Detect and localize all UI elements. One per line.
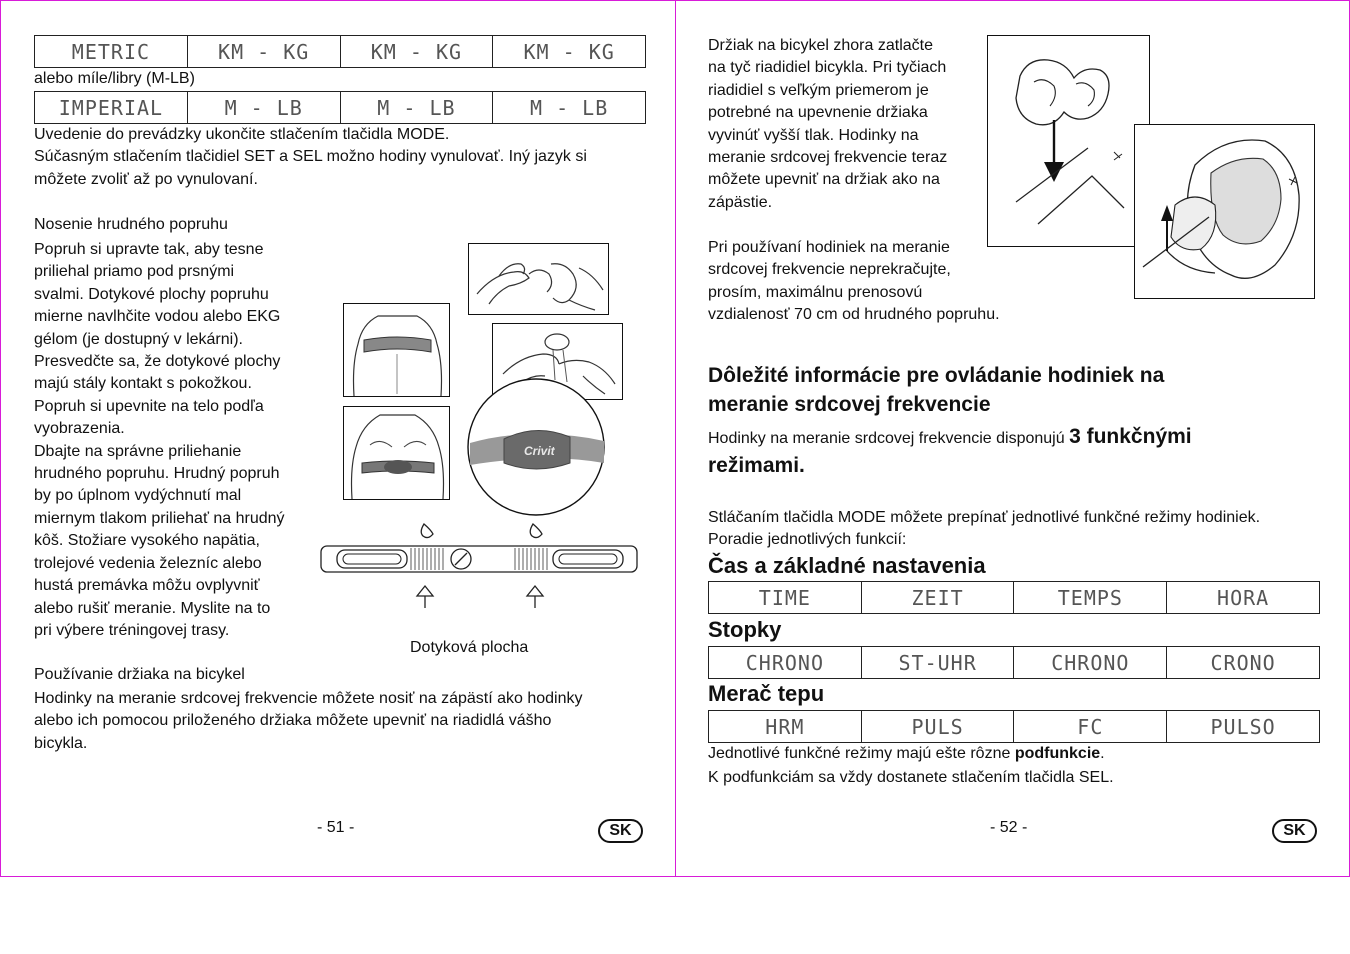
text-line: kôš. Stožiare vysokého napätia,: [34, 532, 260, 550]
lcd-cell: TIME: [709, 582, 862, 614]
holder-heading: Používanie držiaka na bicykel: [34, 666, 245, 683]
strap-paragraph: [34, 239, 285, 642]
lcd-cell: M - LB: [187, 92, 340, 124]
chest-strap-illustration: [319, 516, 641, 616]
torso-back-illustration: [343, 303, 450, 397]
page-number: - 51 -: [317, 819, 355, 836]
lcd-cell: ZEIT: [861, 582, 1014, 614]
finish-paragraph: [34, 124, 587, 191]
text-line: svalmi. Dotykové plochy popruhu: [34, 285, 269, 303]
text-line: gélom (je dostupný v lekárni).: [34, 330, 243, 348]
subfunctions-bold: podfunkcie: [1014, 745, 1101, 762]
heading-line: Dôležité informácie pre ovládanie hodiniek na: [708, 364, 1165, 387]
mode-switch-paragraph: [708, 507, 1260, 552]
lcd-cell: CHRONO: [709, 647, 862, 679]
subfunctions-prefix: Jednotlivé funkčné režimy majú ešte rôzne: [708, 745, 1011, 762]
text-line: vyvinúť vyšší tlak. Hodinky na: [708, 126, 919, 144]
modes-intro: [708, 425, 1192, 450]
time-modes-table: [708, 581, 1320, 614]
lcd-cell: M - LB: [340, 92, 493, 124]
holder-icon: [988, 36, 1151, 248]
lcd-cell: HRM: [709, 711, 862, 743]
text-line: Popruh si upevnite na telo podľa: [34, 397, 264, 415]
text-line: bicykla.: [34, 734, 88, 752]
text-line: by po úplnom vydýchnutí mal: [34, 487, 242, 505]
lcd-cell: ST-UHR: [861, 647, 1014, 679]
hrm-heading: Merač tepu: [708, 681, 825, 706]
text-line: Presvedčte sa, že dotykové plochy: [34, 353, 281, 371]
language-badge: SK: [598, 819, 643, 843]
important-heading: [708, 361, 1164, 419]
drop-icon: [421, 524, 433, 538]
lcd-cell: KM - KG: [187, 36, 340, 68]
arrow-up-icon: [527, 586, 543, 608]
text-line: vyobrazenia.: [34, 420, 125, 438]
text-line: Uvedenie do prevádzky ukončite stlačením tlačidla MODE.: [34, 126, 450, 143]
lcd-cell: PULSO: [1167, 711, 1320, 743]
text-line: srdcovej frekvencie neprekračujte,: [708, 261, 951, 279]
text-line: môžete upevniť na držiak ako na: [708, 171, 940, 189]
right-page: [675, 0, 1350, 877]
distance-paragraph: [708, 237, 1000, 327]
brand-logo: Crivit: [524, 444, 555, 458]
stopwatch-heading: Stopky: [708, 617, 782, 642]
lcd-cell: FC: [1014, 711, 1167, 743]
text-line: potrebné na upevnenie držiaka: [708, 104, 928, 122]
text-line: Súčasným stlačením tlačidiel SET a SEL možno hodiny vynulovať. Iný jazyk si: [34, 148, 587, 166]
text-line: mierne navlhčite vodou alebo EKG: [34, 308, 281, 326]
text-line: hrudného popruhu. Hrudný popruh: [34, 465, 280, 483]
arrow-up-icon: [1161, 205, 1173, 221]
torso-icon: [344, 304, 451, 398]
watch-icon: [1135, 125, 1316, 300]
lcd-cell: HORA: [1167, 582, 1320, 614]
left-page: [0, 0, 676, 877]
bike-holder-illustration: [987, 35, 1150, 247]
text-line: môžete zvoliť až po vynulovaní.: [34, 170, 258, 188]
text-line: alebo ich pomocou priloženého držiaka môžete upevniť na riadidlá vášho: [34, 712, 552, 730]
text-line: na tyč riadidiel bicykla. Pri tyčiach: [708, 59, 947, 77]
text-line: vzdialenosť 70 cm od hrudného popruhu.: [708, 306, 1000, 324]
heading-line: meranie srdcovej frekvencie: [708, 393, 991, 416]
mount-paragraph: [708, 35, 947, 214]
hands-icon: [469, 244, 610, 316]
text-line: Popruh si upravte tak, aby tesne: [34, 241, 264, 258]
hands-moistening-illustration: [468, 243, 609, 315]
hrm-modes-table: [708, 710, 1320, 743]
text-line: pri výbere tréningovej trasy.: [34, 621, 230, 639]
sel-line: K podfunkciám sa vždy dostanete stlačením tlačidla SEL.: [708, 769, 1114, 786]
page-number: - 52 -: [990, 819, 1028, 836]
lcd-cell: PULS: [861, 711, 1014, 743]
text-line: zápästie.: [708, 193, 773, 211]
text-line: hustá premávka môžu ovplyvniť: [34, 577, 260, 595]
strap-heading: Nosenie hrudného popruhu: [34, 216, 228, 233]
text-line: priliehal priamo pod prsnými: [34, 263, 235, 281]
lcd-cell: KM - KG: [493, 36, 646, 68]
strap-closeup-illustration: [466, 383, 608, 513]
text-line: Stláčaním tlačidla MODE môžete prepínať jednotlivé funkčné režimy hodiniek.: [708, 509, 1261, 526]
lcd-cell: IMPERIAL: [35, 92, 188, 124]
imperial-units-table: [34, 91, 646, 124]
subfunctions-suffix: .: [1100, 745, 1105, 762]
modes-count: 3 funkčnými: [1069, 425, 1192, 448]
text-line: riadidiel s veľkým priemerom je: [708, 81, 929, 99]
lcd-cell: M - LB: [493, 92, 646, 124]
text-line: majú stály kontakt s pokožkou.: [34, 375, 252, 393]
lcd-cell: CHRONO: [1014, 647, 1167, 679]
subfunctions-line: [708, 743, 1105, 765]
text-line: Pri používaní hodiniek na meranie: [708, 239, 950, 256]
text-line: miernym tlakom priliehať na hrudný: [34, 509, 285, 527]
lcd-cell: CRONO: [1167, 647, 1320, 679]
arrow-up-icon: [417, 586, 433, 608]
modes-intro-text: Hodinky na meranie srdcovej frekvencie disponujú: [708, 430, 1065, 447]
text-line: Držiak na bicykel zhora zatlačte: [708, 37, 933, 54]
text-line: prosím, maximálnu prenosovú: [708, 283, 923, 301]
time-heading: Čas a základné nastavenia: [708, 553, 986, 578]
drop-icon: [530, 524, 542, 538]
watch-on-holder-illustration: [1134, 124, 1315, 299]
contact-area-caption: Dotyková plocha: [410, 639, 529, 656]
miles-note: alebo míle/libry (M-LB): [34, 70, 195, 87]
stopwatch-modes-table: [708, 646, 1320, 679]
lcd-cell: TEMPS: [1014, 582, 1167, 614]
torso-front-illustration: [343, 406, 450, 500]
torso-icon: [344, 407, 451, 501]
text-line: Poradie jednotlivých funkcií:: [708, 531, 907, 549]
lcd-cell: METRIC: [35, 36, 188, 68]
lcd-cell: KM - KG: [340, 36, 493, 68]
text-line: Hodinky na meranie srdcovej frekvencie môžete nosiť na zápästí ako hodinky: [34, 690, 583, 707]
language-badge: SK: [1272, 819, 1317, 843]
text-line: trolejové vedenia železníc alebo: [34, 554, 262, 572]
text-line: meranie srdcovej frekvencie teraz: [708, 149, 948, 167]
text-line: Dbajte na správne priliehanie: [34, 442, 242, 460]
modes-count-cont: režimami.: [708, 454, 805, 477]
metric-units-table: [34, 35, 646, 68]
holder-paragraph: [34, 688, 583, 755]
text-line: alebo rušiť meranie. Myslite na to: [34, 599, 271, 617]
